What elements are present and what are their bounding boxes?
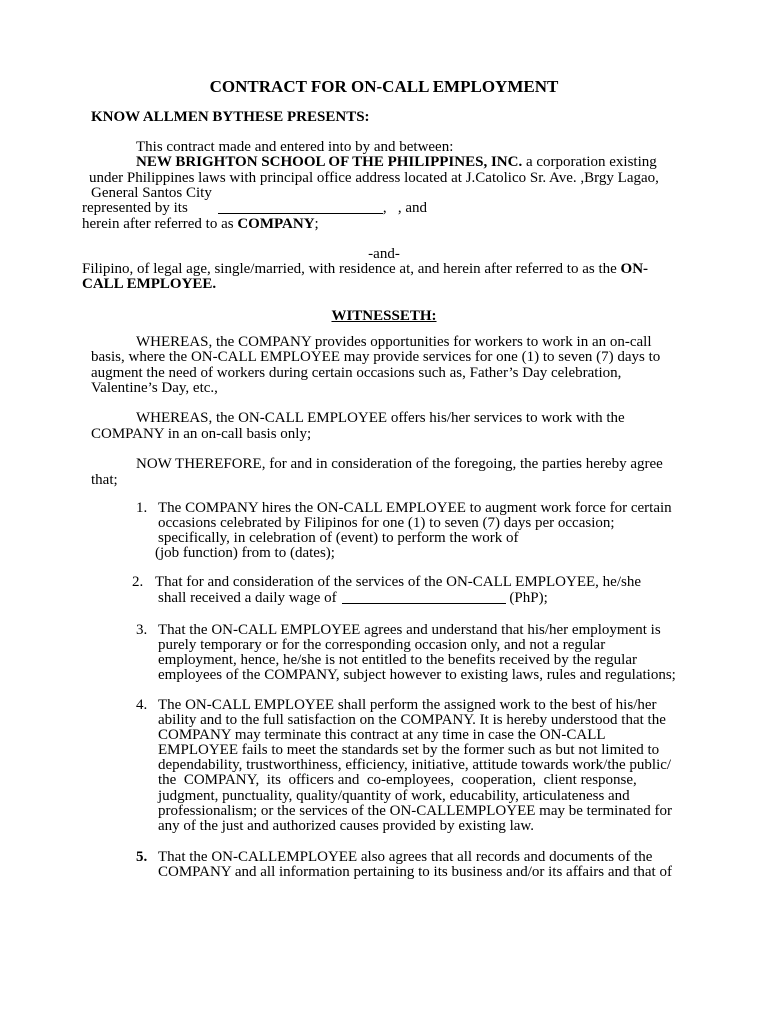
witnesseth-heading: WITNESSETH: [331, 308, 437, 324]
employee-line-2: CALL EMPLOYEE. [82, 276, 217, 292]
clause-3-line: purely temporary or for the corresponding occasion only, and not a regular [158, 637, 606, 653]
and-separator: -and- [368, 246, 400, 262]
clause-4-line: EMPLOYEE fails to meet the standards set by the former such as but not limited to [158, 742, 660, 758]
clause-4-line: COMPANY may terminate this contract at any time in case the ON-CALL [158, 727, 606, 743]
address-line: under Philippines laws with principal office address located at J.Catolico Sr. Ave. ,Brgy Lagao, [89, 170, 659, 186]
employee-line-1-bold: ON- [620, 261, 649, 277]
company-description: a corporation existing [522, 154, 657, 170]
clause-3-line: That the ON-CALL EMPLOYEE agrees and understand that his/her employment is [158, 622, 661, 638]
salutation: KNOW ALLMEN BYTHESE PRESENTS: [91, 109, 370, 125]
clause-4-line: ability and to the full satisfaction on the COMPANY. It is hereby understood that the [158, 712, 666, 728]
clause-4-line: judgment, punctuality, quality/quantity of work, educability, articulateness and [158, 788, 630, 804]
company-line [136, 154, 657, 170]
clause-3-line: employment, hence, he/she is not entitled to the benefits received by the regular [158, 652, 638, 668]
employee-line-1 [82, 261, 648, 277]
clause-1-line: (job function) from to (dates); [155, 545, 335, 561]
recital-2-line: COMPANY in an on-call basis only; [91, 426, 312, 442]
wage-prefix: shall received a daily wage of [158, 590, 337, 606]
company-name: NEW BRIGHTON SCHOOL OF THE PHILIPPINES, INC. [136, 154, 523, 170]
clause-4-line: any of the just and authorized causes provided by existing law. [158, 818, 535, 834]
clause-4-line: professionalism; or the services of the ON-CALLEMPLOYEE may be terminated for [158, 803, 673, 819]
recital-1-line: basis, where the ON-CALL EMPLOYEE may provide services for one (1) to seven (7) days to [91, 349, 661, 365]
clause-4-line: dependability, trustworthiness, efficiency, initiative, attitude towards work/the public/ [158, 757, 672, 773]
clause-3-line: employees of the COMPANY, subject however to existing laws, rules and regulations; [158, 667, 676, 683]
represented-line [82, 200, 427, 216]
employee-line-1-text: Filipino, of legal age, single/married, with residence at, and herein after referred to as the [82, 261, 621, 277]
recital-1-line: Valentine’s Day, etc., [91, 380, 218, 396]
document-title: CONTRACT FOR ON-CALL EMPLOYMENT [209, 77, 559, 96]
referred-line [82, 216, 319, 232]
agreement-line: that; [91, 472, 118, 488]
wage-suffix: (PhP); [505, 590, 548, 606]
clause-5-line: That the ON-CALLEMPLOYEE also agrees that all records and documents of the [158, 849, 653, 865]
clause-1-line: The COMPANY hires the ON-CALL EMPLOYEE to augment work force for certain [158, 500, 672, 516]
clause-1-line: specifically, in celebration of (event) to perform the work of [158, 530, 519, 546]
clause-2-number: 2. [132, 574, 144, 590]
represented-suffix: , , and [382, 200, 427, 216]
clause-5-line: COMPANY and all information pertaining to its business and/or its affairs and that of [158, 864, 672, 880]
clause-4-line: The ON-CALL EMPLOYEE shall perform the assigned work to the best of his/her [158, 697, 657, 713]
clause-1-number: 1. [136, 500, 148, 516]
clause-3-number: 3. [136, 622, 148, 638]
clause-2-line: That for and consideration of the services of the ON-CALL EMPLOYEE, he/she [155, 574, 641, 590]
recital-1-line: WHEREAS, the COMPANY provides opportunities for workers to work in an on-call [136, 334, 652, 350]
parties-intro: This contract made and entered into by and between: [136, 139, 454, 155]
referred-party: COMPANY [237, 216, 315, 232]
clause-1-line: occasions celebrated by Filipinos for one (1) to seven (7) days per occasion; [158, 515, 615, 531]
clause-4-line: the COMPANY, its officers and co-employees, cooperation, client response, [158, 772, 637, 788]
represented-prefix: represented by its [82, 200, 188, 216]
city-line: General Santos City [91, 185, 212, 201]
clause-5-number: 5. [136, 849, 148, 865]
recital-1-line: augment the need of workers during certain occasions such as, Father’s Day celebration, [91, 365, 622, 381]
representative-blank [218, 202, 383, 214]
clause-4-number: 4. [136, 697, 148, 713]
agreement-line: NOW THEREFORE, for and in consideration of the foregoing, the parties hereby agree [136, 456, 663, 472]
referred-suffix: ; [314, 216, 319, 232]
referred-prefix: herein after referred to as [82, 216, 238, 232]
clause-2-wage-line [158, 590, 548, 606]
wage-blank [342, 592, 506, 604]
recital-2-line: WHEREAS, the ON-CALL EMPLOYEE offers his/her services to work with the [136, 410, 625, 426]
